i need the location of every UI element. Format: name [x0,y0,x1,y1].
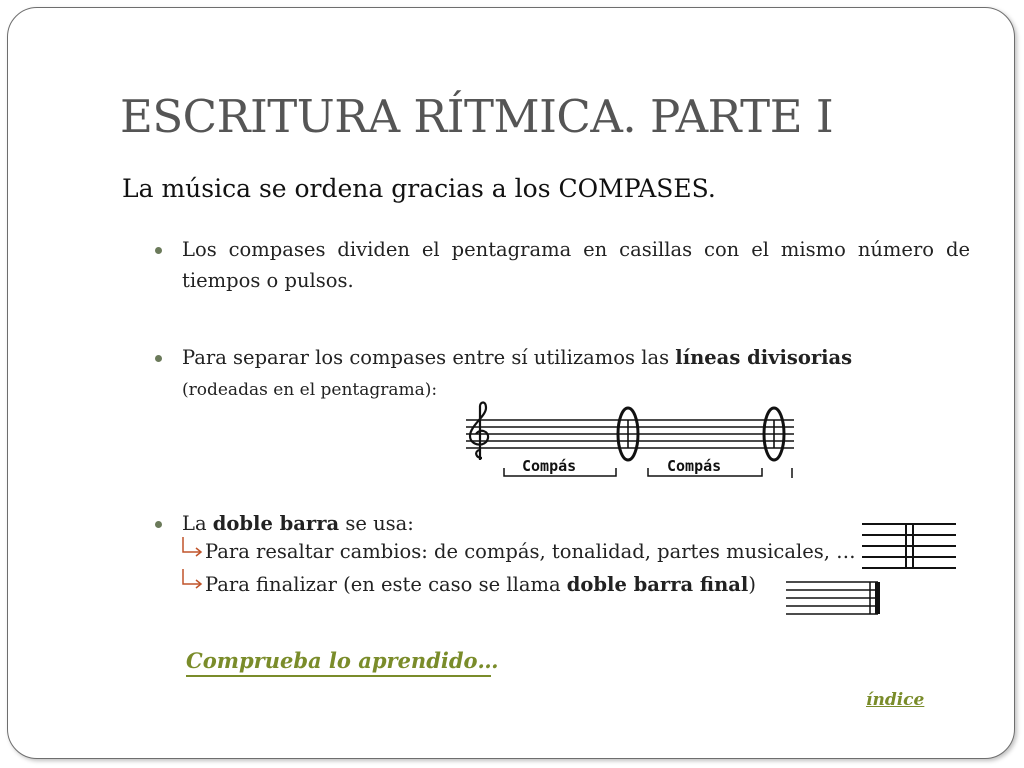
double-bar-icon [860,518,958,574]
page-title: ESCRITURA RÍTMICA. PARTE I [120,90,834,143]
sub-item-1: Para resaltar cambios: de compás, tonalidad, partes musicales, … [205,540,856,563]
slide [7,7,1015,759]
bullet-text-small: (rodeadas en el pentagrama): [182,380,438,400]
bullet-text-after: se usa: [339,512,414,535]
staff-figure [456,398,801,488]
bullet-dot [155,521,162,528]
sub-arrow-icon [180,536,204,558]
treble-clef-icon [470,403,488,461]
sub-text-before: Para finalizar (en este caso se llama [205,573,567,596]
comprueba-link[interactable]: Comprueba lo aprendido… [186,648,499,673]
measure-label: Compás [522,457,577,475]
measure-label: Compás [667,457,722,475]
bullet-dot [155,355,162,362]
bullet-text [182,508,970,539]
bullet-text: Los compases dividen el pentagrama en casillas con el mismo número de tiempos o pulsos. [182,238,970,292]
final-double-bar-icon [784,576,884,622]
bold-term: doble barra [212,512,340,535]
bullet-item-1 [158,234,970,296]
sub-arrow-icon [180,568,204,590]
bold-term: doble barra final [566,573,749,596]
bold-term: líneas divisorias [675,346,853,369]
bullet-dot [155,247,162,254]
sub-item-2 [205,573,756,596]
bullet-item-2 [158,342,970,406]
bullet-text-before: La [182,512,213,535]
bullet-item-3 [158,508,970,539]
indice-link[interactable]: índice [866,690,925,710]
bullet-text [182,342,970,406]
bullet-text-before: Para separar los compases entre sí utilizamos las [182,346,676,369]
subtitle: La música se ordena gracias a los COMPASES. [122,174,716,203]
comprueba-underline [186,675,491,677]
sub-text-after: ) [748,573,756,596]
